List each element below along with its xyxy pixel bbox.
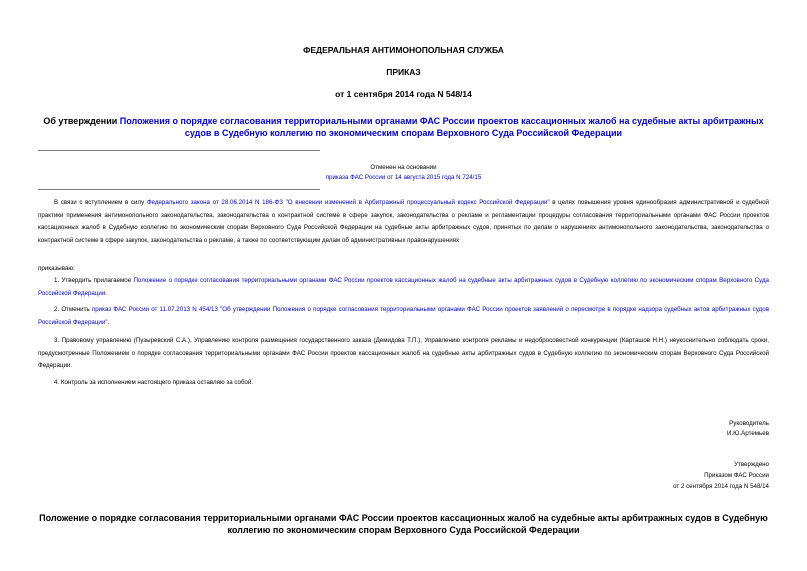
agency-name: ФЕДЕРАЛЬНАЯ АНТИМОНОПОЛЬНАЯ СЛУЖБА <box>303 45 504 55</box>
item-1-text: 1. Утвердить прилагаемое <box>54 277 134 284</box>
order-word: приказываю: <box>38 265 75 272</box>
separator-top <box>38 150 320 151</box>
title-link-part-1[interactable]: Положения о порядке согласования территориальными органами ФАС России проектов кассационных жалоб на судебные акты арбитражных <box>119 116 764 126</box>
signature-role: Руководитель <box>729 420 769 427</box>
item-3: 3. Правовому управлению (Пузыревский С.А.), Управлению контроля размещения государственного заказа (Демидова Т.П.), Управлению контроля рекламы и недобросовестной конкуренции (Карташов Н.Н.) неукоснительно соблюдать сроки, предусмотренные Положением о порядке согласования территориальными органами ФАС России проектов кассационных жалоб на судебные акты арбитражных судов в Судебную коллегию по экономическим спорам Верховного Суда Российской Федерации. <box>38 337 769 369</box>
signature-name: И.Ю.Артемьев <box>727 430 769 437</box>
regulation-title-line-2: коллегию по экономическим спорам Верховного Суда Российской Федерации <box>227 525 580 535</box>
title-link-part-2[interactable]: судов в Судебную коллегию по экономическим спорам Верховного Суда Российской Федерации <box>184 128 623 138</box>
item-1 <box>38 275 769 300</box>
approval-line-3: от 2 сентября 2014 года N 548/14 <box>673 483 769 490</box>
doc-date-number: от 1 сентября 2014 года N 548/14 <box>335 89 472 99</box>
item-2-end: . <box>107 318 110 326</box>
cancelled-note: Отменен на основании <box>370 164 437 171</box>
approval-line-2: Приказом ФАС России <box>704 472 769 479</box>
cancelled-link[interactable]: приказа ФАС России от 14 августа 2015 года N 724/15 <box>325 174 482 181</box>
item-1-end: . <box>105 289 108 297</box>
separator-bottom <box>38 189 320 190</box>
preamble-paragraph <box>38 197 769 247</box>
item-4: 4. Контроль за исполнением настоящего приказа оставляю за собой. <box>54 379 254 386</box>
approval-line-1: Утверждено <box>734 461 769 468</box>
preamble-text-2: в целях повышения уровня единообразия административной и судебной практики применения антимонопольного законодательства, законодательства о контрактной системе в сфере закупок, законодательства о рекламе и регламентации процедуры согласования территориальными органами ФАС России проектов кассационных жалоб в Судебную коллегию по экономическим спорам Верховного Суда Российской Федерации на судебные акты арбитражных судов, принятых по делам о нарушениях антимонопольного законодательства, законодательства о контрактной системе в сфере закупок, законодательства о рекламе, а также по соответствующим делам об административных правонарушениях <box>38 199 770 244</box>
cancelled-order-link[interactable]: приказ ФАС России от 11.07.2013 N 454/13 "Об утверждении Положения о порядке согласования территориальными органами ФАС России проектов заявлений о пересмотре в порядке надзора судебных актов арбитражных судов Российской Федерации" <box>38 306 769 326</box>
document-title-line-2 <box>20 127 787 139</box>
preamble-text-1: В связи с вступлением в силу <box>54 199 147 206</box>
document-title-line-1 <box>20 115 787 127</box>
regulation-title-line-1: Положение о порядке согласования территориальными органами ФАС России проектов кассационных жалоб на судебные акты арбитражных судов в Судебную <box>39 513 768 523</box>
regulation-link[interactable]: Положение о порядке согласования территориальными органами ФАС России проектов кассационных жалоб на судебные акты арбитражных судов в Судебную коллегию по экономическим спорам Верховного Суда Российской Федерации <box>38 277 769 297</box>
federal-law-link[interactable]: Федерального закона от 28.06.2014 N 186-ФЗ "О внесении изменений в Арбитражный процессуальный кодекс Российской Федерации" <box>146 199 550 206</box>
item-2-text: 2. Отменить <box>54 306 92 313</box>
item-2 <box>38 304 769 329</box>
title-prefix: Об утверждении <box>43 116 120 126</box>
doc-type: ПРИКАЗ <box>386 67 421 77</box>
